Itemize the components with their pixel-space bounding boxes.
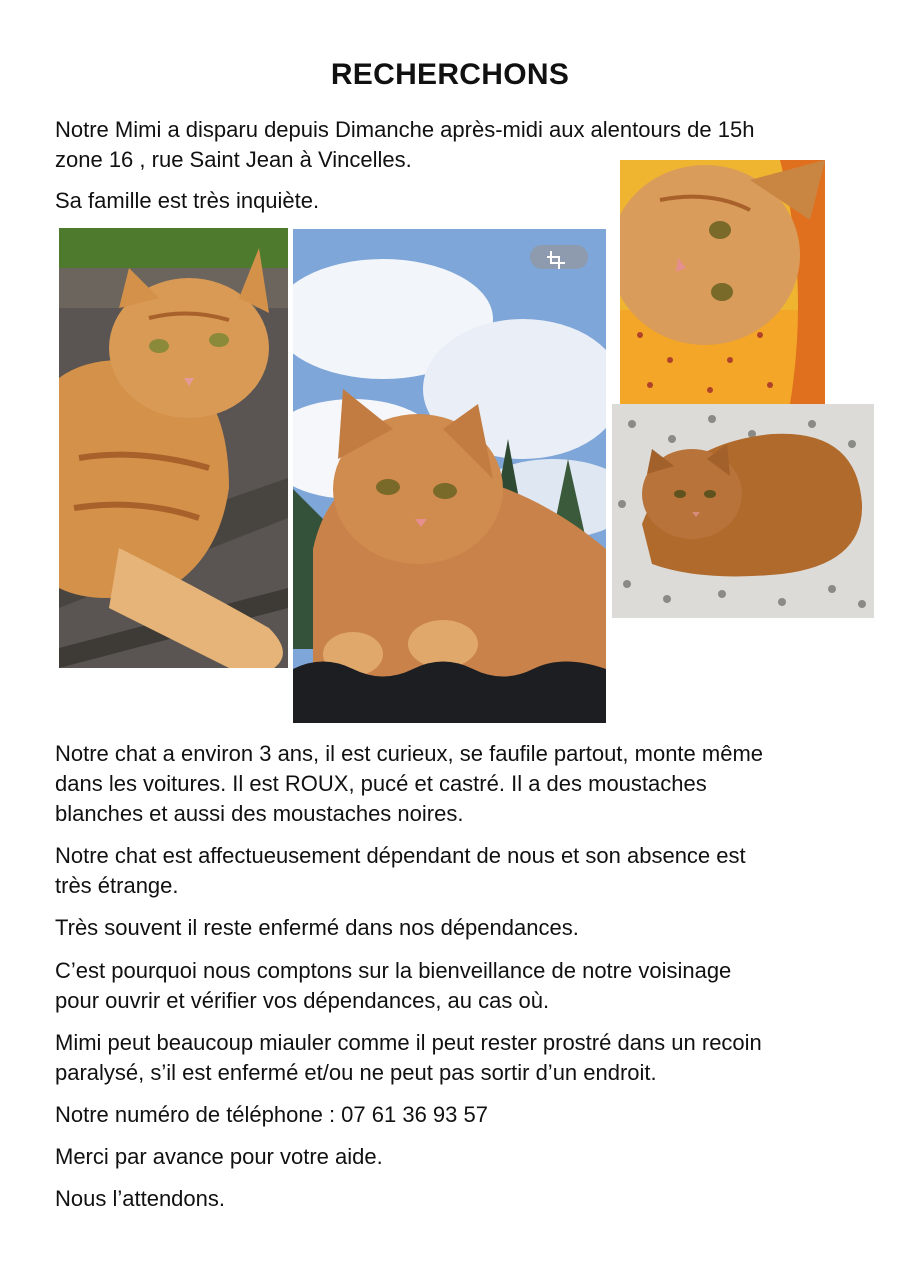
appeal-line-2: pour ouvrir et vérifier vos dépendances, au cas où. bbox=[55, 988, 550, 1013]
phone-number: Notre numéro de téléphone : 07 61 36 93 57 bbox=[55, 1102, 488, 1127]
cat-photo-lying-on-stone bbox=[59, 228, 288, 668]
worry-paragraph: Sa famille est très inquiète. bbox=[55, 188, 320, 213]
appeal-line-1: C’est pourquoi nous comptons sur la bienveillance de notre voisinage bbox=[55, 958, 732, 983]
description-paragraph bbox=[55, 739, 855, 829]
thanks-paragraph: Merci par avance pour votre aide. bbox=[55, 1144, 383, 1169]
appeal-paragraph bbox=[55, 956, 855, 1016]
behaviour-line-2: paralysé, s’il est enfermé et/ou ne peut pas sortir d’un endroit. bbox=[55, 1060, 657, 1085]
intro-line-2: zone 16 , rue Saint Jean à Vincelles. bbox=[55, 147, 412, 172]
closing-paragraph: Nous l’attendons. bbox=[55, 1186, 225, 1211]
attachment-line-2: très étrange. bbox=[55, 873, 179, 898]
cat-photo-on-bed bbox=[612, 404, 874, 618]
poster-title: RECHERCHONS bbox=[330, 58, 570, 91]
description-line-2: dans les voitures. Il est ROUX, pucé et castré. Il a des moustaches bbox=[55, 771, 707, 796]
description-line-3: blanches et aussi des moustaches noires. bbox=[55, 801, 464, 826]
outbuildings-paragraph: Très souvent il reste enfermé dans nos dépendances. bbox=[55, 915, 579, 940]
cat-photo-sky bbox=[293, 229, 606, 723]
attachment-paragraph bbox=[55, 841, 855, 901]
behaviour-paragraph bbox=[55, 1028, 855, 1088]
cat-photo-closeup bbox=[620, 160, 825, 404]
behaviour-line-1: Mimi peut beaucoup miauler comme il peut rester prostré dans un recoin bbox=[55, 1030, 762, 1055]
description-line-1: Notre chat a environ 3 ans, il est curieux, se faufile partout, monte même bbox=[55, 741, 764, 766]
attachment-line-1: Notre chat est affectueusement dépendant de nous et son absence est bbox=[55, 843, 746, 868]
intro-line-1: Notre Mimi a disparu depuis Dimanche après-midi aux alentours de 15h bbox=[55, 117, 755, 142]
